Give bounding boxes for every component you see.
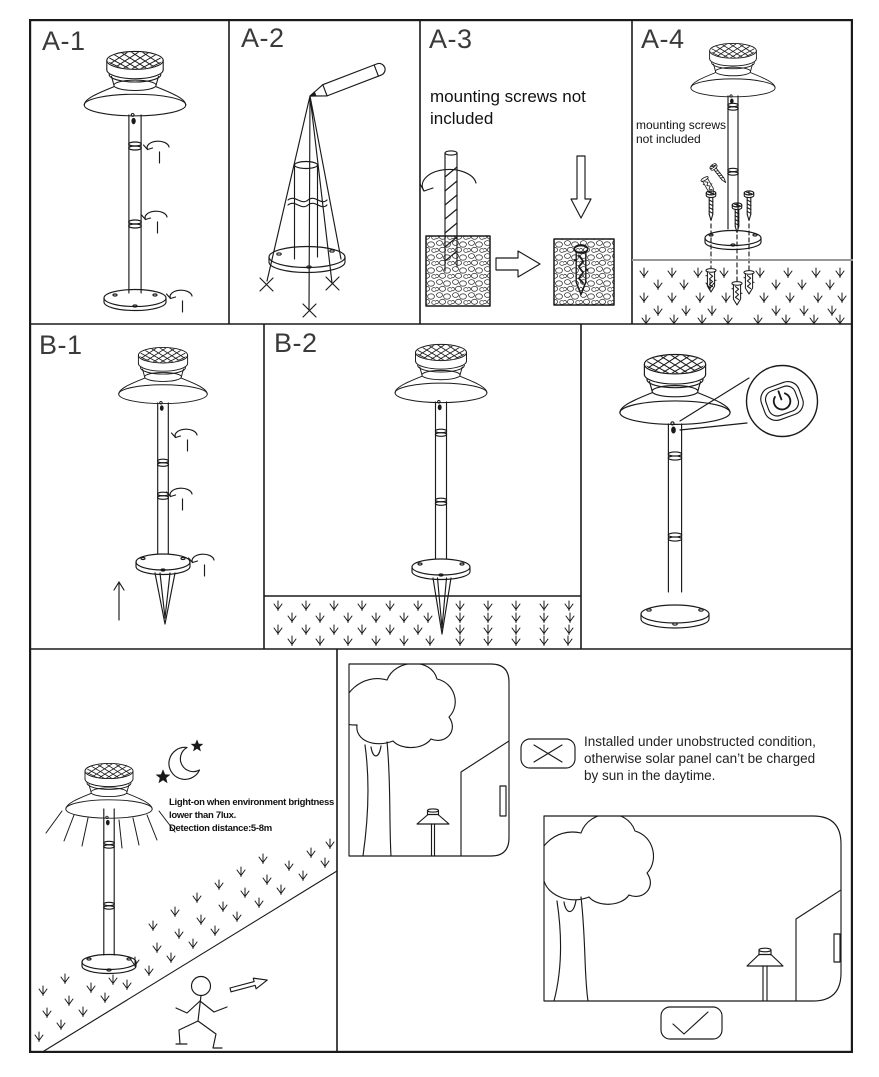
rotate-arrow-icon — [144, 141, 170, 163]
mark-x-icon — [260, 278, 273, 291]
rotate-arrow-icon — [167, 488, 193, 510]
panel-a3 — [420, 19, 632, 324]
anchor-icon — [706, 269, 716, 292]
panel-b1 — [29, 324, 264, 649]
panel-night-operation — [29, 649, 337, 1051]
grass-icons — [274, 601, 574, 646]
ground-stake-icon — [433, 578, 451, 634]
screw-icon — [732, 203, 742, 233]
wall-and-door-icon — [796, 890, 841, 1001]
moon-icon — [169, 747, 200, 779]
rotate-arrow-icon — [189, 554, 215, 576]
up-arrow-icon — [114, 582, 124, 620]
panel-a4-note: mounting screws not included — [636, 118, 727, 146]
star-icon — [191, 739, 204, 751]
tree-icon — [341, 663, 455, 856]
anchor-icon — [744, 271, 754, 294]
star-icon — [156, 769, 171, 783]
panel-power-button-detail — [581, 324, 853, 649]
panel-a4-label: A-4 — [641, 24, 685, 54]
panel-a3-label: A-3 — [429, 24, 473, 54]
panel-a4 — [632, 19, 853, 324]
panel-a2-label: A-2 — [241, 23, 285, 53]
grass-icons — [35, 839, 334, 1042]
screw-to-ground-icon — [632, 43, 853, 324]
mark-x-icon — [326, 277, 339, 290]
bollard-lamp-icon — [417, 809, 449, 856]
night-scene-icon — [35, 739, 337, 1051]
panel-b2 — [264, 324, 581, 649]
panel-a1-label: A-1 — [42, 26, 86, 56]
check-badge-icon — [661, 1007, 722, 1039]
walk-direction-arrow-icon — [229, 975, 269, 995]
cross-badge-icon — [521, 739, 575, 768]
wall-and-door-icon — [461, 741, 509, 856]
bollard-lamp-icon — [747, 948, 783, 1001]
screw-icon — [706, 191, 716, 221]
mark-holes-with-pencil-icon — [260, 62, 387, 317]
stick-figure-icon — [176, 977, 227, 1049]
rotate-arrow-icon — [142, 211, 168, 233]
stake-lamp-assembly-icon — [114, 347, 214, 624]
panel-a1 — [29, 19, 229, 324]
tree-icon — [535, 814, 653, 1001]
instruction-sheet — [29, 19, 853, 1053]
rotate-arrow-icon — [172, 429, 198, 451]
screw-icon — [709, 163, 728, 185]
panel-a2 — [229, 19, 420, 324]
grass-icons — [640, 268, 846, 324]
anchor-icon — [700, 176, 716, 196]
direction-arrow-icon — [496, 251, 540, 277]
night-note: Light-on when environment brightness lower than 7lux. Detection distance:5-8m — [169, 797, 334, 834]
panel-placement-guidance — [337, 649, 853, 1051]
panel-b2-label: B-2 — [274, 328, 318, 358]
drill-and-anchor-icon — [420, 151, 614, 306]
screw-icon — [744, 191, 754, 221]
placement-note: Installed under unobstructed condition, otherwise solar panel can’t be charged by sun in the daytime. — [584, 734, 816, 783]
wrong-placement-scene — [341, 663, 575, 856]
panel-a3-note: mounting screws not included — [430, 87, 586, 128]
ground-stake-icon — [155, 573, 175, 624]
magnifier-circle — [747, 366, 818, 437]
stake-into-ground-icon — [264, 344, 581, 646]
down-arrow-icon — [571, 156, 591, 218]
rotate-arrow-icon — [167, 290, 193, 312]
anchor-icon — [732, 282, 742, 305]
correct-placement-scene — [535, 814, 841, 1039]
light-rays-icon — [46, 811, 175, 848]
lamp-with-power-button-icon — [620, 354, 818, 628]
pencil-icon — [308, 62, 387, 102]
solar-lamp-assembly-icon — [84, 51, 192, 312]
power-button-icon — [757, 378, 806, 424]
panel-b1-label: B-1 — [39, 330, 83, 360]
